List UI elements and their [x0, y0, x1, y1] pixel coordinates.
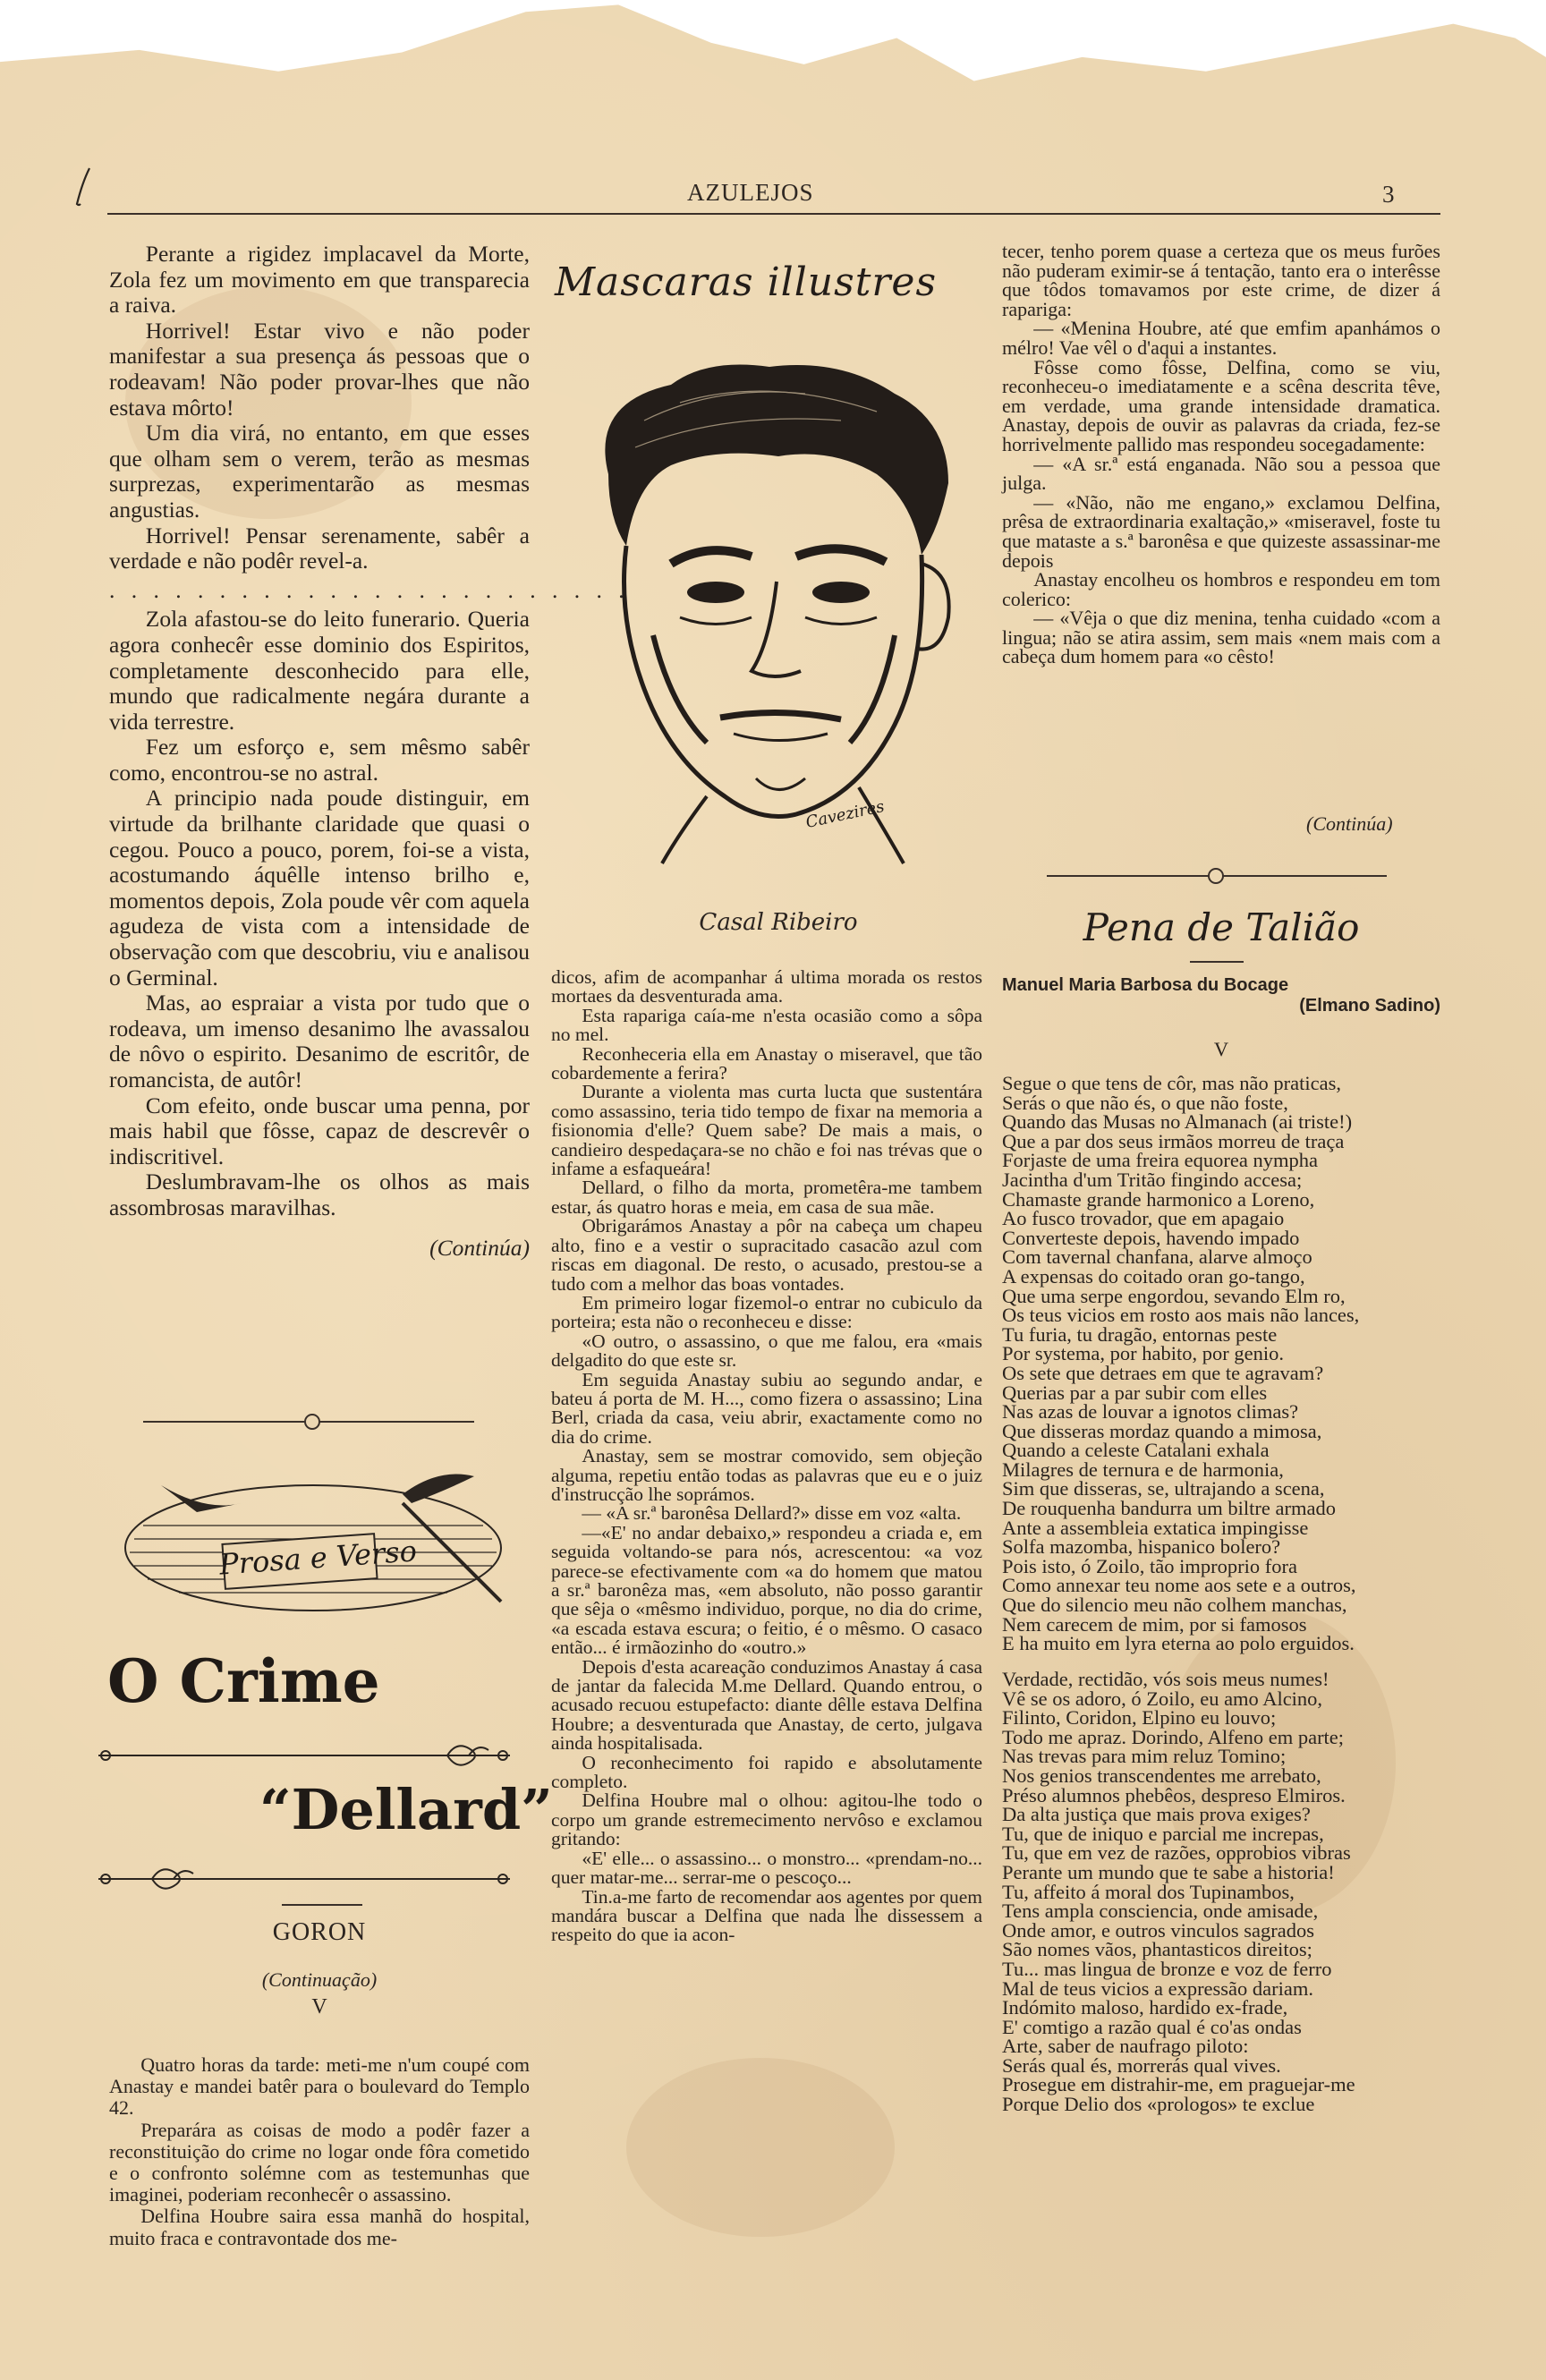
- paragraph: Em primeiro logar fizemol-o entrar no cubiculo da porteira; esta não o reconheceu e disse:: [551, 1291, 982, 1333]
- paragraph: — «Menina Houbre, até que emfim apanhámos o mélro! Vae vêl o d'aqui a instantes.: [1002, 317, 1440, 359]
- poem-line: Os teus vicios em rosto aos mais não lances,: [1002, 1304, 1360, 1327]
- page-number: 3: [1382, 181, 1395, 208]
- paragraph: Quatro horas da tarde: meti-me n'um coupé com Anastay e mandei batêr para o boulevard do Templo 42.: [109, 2053, 530, 2120]
- poem-line: E ha muito em lyra eterna ao polo erguidos.: [1002, 1632, 1355, 1655]
- crime-text-col1: [109, 2054, 530, 2249]
- poem-line: Tens ampla consciencia, onde amisade,: [1002, 1900, 1319, 1923]
- paragraph: —«E' no andar debaixo,» respondeu a criada e, em seguida voltando-se para nós, acrescentou: «a voz parece-se efectivamente com «a do homem que matou a sr.ª baronêza mas, «em absoluto, não posso garantir que sêja o «mêsmo individuo, porque, no dia do crime, «a escada estava escura; o feitio, é o mêsmo. O casaco então... é irmãozinho do «outro.»: [551, 1521, 982, 1659]
- separator-ornament: [304, 1414, 320, 1430]
- crime-text-col3: [1002, 242, 1440, 667]
- paragraph: A principio nada poude distinguir, em virtude da brilhante claridade que quasi o cegou. Pouco a pouco, porem, foi-se a vista, acostumando áquêlle intenso brilho e, momentos depois, Zola poude vêr com aquela agudeza de vista com a intensidade de observação com que descobriu, viu e analisou o Germinal.: [109, 785, 530, 990]
- mascaras-title: Mascaras illustres: [555, 259, 938, 305]
- paragraph: «O outro, o assassino, o que me falou, era «mais delgadito do que este sr.: [551, 1330, 982, 1372]
- poem-line: Segue o que tens de côr, mas não praticas,: [1002, 1072, 1341, 1094]
- pencil-mark-icon: [70, 165, 97, 209]
- author-pseudonym: (Elmano Sadino): [1299, 996, 1440, 1016]
- poem-line: Que a par dos seus irmãos morreu de traça: [1002, 1129, 1345, 1152]
- paragraph: Fez um esforço e, sem mêsmo sabêr como, encontrou-se no astral.: [109, 734, 530, 786]
- poem-line: Chamaste grande harmonico a Loreno,: [1002, 1187, 1315, 1211]
- paragraph: Com efeito, onde buscar uma penna, por mais habil que fôsse, capaz de descrevêr o indiscritivel.: [109, 1092, 530, 1169]
- paragraph: tecer, tenho porem quase a certeza que os meus furões não puderam eximir-se á tentação, tanto era o interêsse que tôdos tomavamos por este crime, de dizer á raparigа:: [1002, 240, 1440, 320]
- poem-line: Com tavernal chanfana, alarve almoço: [1002, 1245, 1312, 1269]
- poem-line: Arte, saber de naufrago piloto:: [1002, 2035, 1249, 2058]
- continua-label: (Continúa): [429, 1234, 530, 1261]
- poem-line: A expensas do coitado oran go-tango,: [1002, 1264, 1305, 1288]
- poem-line: Como annexar teu nome aos sete e a outros,: [1002, 1574, 1356, 1597]
- poem-line: Nas trevas para mim reluz Tomino;: [1002, 1745, 1287, 1768]
- chapter-number: V: [311, 1995, 327, 2019]
- paragraph: Anastay, sem se mostrar comovido, sem objeção alguma, repetiu então todas as palavras que eu e o juiz d'instrucção lhe soprámos.: [551, 1445, 982, 1505]
- paragraph: O reconhecimento foi rapido e absolutamente completo.: [551, 1751, 982, 1793]
- continuacao-label: (Continuação): [261, 1968, 378, 1991]
- poem-line: Os sete que detraes em que te agravam?: [1002, 1361, 1324, 1384]
- poem-line: Ante a assembleia extatica impingisse: [1002, 1516, 1309, 1539]
- poem-line: Préso alumnos phebêos, despreso Elmiros.: [1002, 1783, 1346, 1806]
- poem-line: Prosegue em distrahir-me, em praguejar-me: [1002, 2073, 1355, 2096]
- paragraph: Fôsse como fôsse, Delfina, como se viu, reconheceu-o imediatamente e a scêna descrita têve, em verdade, uma grande intensidade dramatica. Anastay, depois de ouvir as palavras da criada, fez-se horrivelmente pallido mas respondeu socegadamente:: [1002, 355, 1440, 455]
- zola-article: [109, 241, 630, 1261]
- crime-title: O Crime: [107, 1646, 380, 1716]
- poem-line: Nem carecem de mim, por si famosos: [1002, 1612, 1307, 1636]
- paragraph: Um dia virá, no entanto, em que esses que olham sem o verem, terão as mesmas surprezas, experimentarão as mesmas angustias.: [109, 420, 530, 523]
- poem-line: Quando das Musas no Almanach (ai triste!): [1002, 1110, 1353, 1134]
- continua-label: (Continúa): [1306, 812, 1393, 835]
- paragraph: — «A sr.ª está enganada. Não sou a pessoa que julga.: [1002, 452, 1440, 495]
- paragraph: Tin.a-me farto de recomendar aos agentes por quem mandára buscar a Delfina que nada lhe dissessem a respeito do que ia acon-: [551, 1885, 982, 1946]
- paragraph: Preparára as coisas de modo a podêr fazer a reconstituição do crime no logar onde fôra cometido e o confronto solémne com as testemunhas que imaginei, poderiam reconhecêr o assassino.: [109, 2118, 530, 2206]
- poem-line: Todo me apraz. Dorindo, Alfeno em parte;: [1002, 1725, 1345, 1748]
- crime-author: GORON: [272, 1918, 367, 1946]
- poem-line: Milagres de ternura e de harmonia,: [1002, 1458, 1284, 1481]
- poem-line: Da alta justiça que mais prova exiges?: [1002, 1803, 1311, 1826]
- poem-line: Tu, que em vez de razões, opprobios vibras: [1002, 1841, 1351, 1865]
- poem-line: Tu... mas lingua de bronze e voz de ferro: [1002, 1957, 1332, 1980]
- poem-line: Que do silencio meu não colhem manchas,: [1002, 1594, 1347, 1617]
- poem-line: Ao fusco trovador, que em apagaio: [1002, 1207, 1285, 1230]
- poem-line: Vê se os adoro, ó Zoilo, eu amo Alcino,: [1002, 1687, 1323, 1710]
- poem-author: [1002, 975, 1440, 1016]
- poem-line: Que uma serpe engordou, sevando Elm ro,: [1002, 1284, 1346, 1307]
- poem-line: Indómito maloso, hardido ex-frade,: [1002, 1996, 1288, 2019]
- poem-line: Jacintha d'um Tritão fingindo accesa;: [1002, 1168, 1303, 1191]
- poem-line: Filinto, Coridon, Elpino eu louvo;: [1002, 1706, 1277, 1730]
- poem-line: Tu furia, tu dragão, entornas peste: [1002, 1322, 1278, 1346]
- poem-line: São nomes vãos, phantasticos direitos;: [1002, 1938, 1312, 1961]
- paragraph: «E' elle... o assassino... o monstro... «prendam-no... quer matar-me... serrar-me o pescoço...: [551, 1847, 982, 1889]
- paragraph: dicos, afim de acompanhar á ultima morada os restos mortaes da desventurada ama.: [551, 966, 982, 1007]
- poem-line: Onde amor, e outros vinculos sagrados: [1002, 1918, 1315, 1942]
- crime-text-col2: [551, 968, 982, 1945]
- poem-line: Mal de teus vicios a expressão dariam.: [1002, 1976, 1314, 2000]
- paragraph: Horrivel! Estar vivo e não poder manifestar a sua presença ás pessoas que o rodeavam! Não poder provar-lhes que não estava môrto!: [109, 317, 530, 421]
- paragraph: Reconheceria ella em Anastay o miseravel, que tão cobardemente a ferira?: [551, 1042, 982, 1084]
- running-title: AZULEJOS: [687, 179, 814, 206]
- portrait-caricature: [573, 349, 966, 868]
- paragraph: — «Vêja o que diz menina, tenha cuidado «com a lingua; não se atira assim, sem mais «nem mais com a cabeça dum homem para «o cêsto!: [1002, 607, 1440, 668]
- paragraph: Zola afastou-se do leito funerario. Queria agora conhecêr esse dominio dos Espiritos, completamente desconhecido para elle, mundo que radicalmente negára durante a vida terrestre.: [109, 606, 530, 735]
- chapter-number: V: [1213, 1038, 1229, 1060]
- pena-title: Pena de Talião: [1083, 905, 1360, 949]
- short-rule: [1190, 961, 1244, 963]
- paragraph: Durante a violenta mas curta lucta que sustentára como assassino, teria tido tempo de fixar na memoria a fisionomia d'elle? Quem sabe? De mais a mais, o candieiro despedaçara-se no chão e foi nas trévas que o infame a esfaqueára!: [551, 1081, 982, 1180]
- poem-line: Pois isto, ó Zoilo, tão improprio fora: [1002, 1554, 1297, 1577]
- paragraph: Delfina Houbre saira essa manhã do hospital, muito fraca e contravontade dos me-: [109, 2205, 530, 2249]
- paragraph: — «A sr.ª baronêsa Dellard?» disse em voz «alta.: [582, 1502, 962, 1525]
- poem-stanza: [1002, 1074, 1440, 1653]
- poem-line: Porque Delio dos «prologos» te exclue: [1002, 2093, 1315, 2116]
- paragraph: Em seguida Anastay subiu ao segundo andar, e bateu á porta de M. H..., como fizera o assassino; Lina Berl, criada da casa, veiu abrir, exactamente como no dia do crime.: [551, 1368, 982, 1448]
- paragraph: Obrigarámos Anastay a pôr na cabeça um chapeu alto, fino e a vestir o supracitado casacão azul com riscas em diagonal. De resto, o acusado, prestou-se a tudo com a melhor das boas vontades.: [551, 1215, 982, 1295]
- paragraph: Esta rapariga caía-me n'esta ocasião como a sôpa no mel.: [551, 1004, 982, 1046]
- poem-line: Forjaste de uma freira equorea nympha: [1002, 1149, 1318, 1172]
- ornamental-rule: [98, 1861, 510, 1897]
- poem-line: Serás qual és, morrerás qual vives.: [1002, 2053, 1281, 2077]
- paragraph: Horrivel! Pensar serenamente, sabêr a verdade e não podêr revel-a.: [109, 522, 530, 574]
- poem-line: Por systema, por habito, por genio.: [1002, 1342, 1284, 1365]
- portrait-caption: Casal Ribeiro: [699, 909, 858, 936]
- paragraph: Anastay encolheu os hombros e respondeu em tom colerico:: [1002, 568, 1440, 610]
- artist-signature: Cavezires: [803, 796, 887, 833]
- short-rule: [282, 1904, 362, 1906]
- paragraph: Delfina Houbre mal o olhou: agitou-lhe todo o corpo um grande estremecimento nervôso e exclamou gritando:: [551, 1789, 982, 1850]
- poem-line: Querias par a par subir com elles: [1002, 1381, 1268, 1404]
- prosa-e-verso-label: Prosa e Verso: [217, 1534, 419, 1582]
- poem-line: Tu, affeito á moral dos Tupinambos,: [1002, 1880, 1295, 1903]
- poem-line: Verdade, rectidão, vós sois meus numes!: [1002, 1668, 1329, 1690]
- paragraph: Depois d'esta acareação conduzimos Anastay á casa de jantar da falecida M.me Dellard. Quando entrou, o acusado recuou estupefacto: diante dêlle estava Delfina Houbre; a desventurada que Anastay, de certo, julgava ainda hospitalisada.: [551, 1655, 982, 1755]
- poem-line: Sim que disseras, se, ultrajando a scena,: [1002, 1477, 1325, 1500]
- poem-line: Solfa mazomba, hispanico bolero?: [1002, 1535, 1281, 1559]
- header-rule: [107, 213, 1440, 215]
- poem-line: Converteste depois, havendo impado: [1002, 1226, 1300, 1249]
- poem-line: Tu, que de iniquo e parcial me increpas,: [1002, 1822, 1324, 1845]
- paragraph: Perante a rigidez implacavel da Morte, Zola fez um movimento em que transparecia a raiva.: [109, 241, 530, 319]
- ornamental-rule: [98, 1736, 510, 1772]
- poem-line: Perante um mundo que te sabe a historia!: [1002, 1860, 1335, 1883]
- paragraph: Deslumbravam-lhe os olhos as mais assombrosas maravilhas.: [109, 1169, 530, 1220]
- poem-line: Serás o que não és, o que não foste,: [1002, 1091, 1288, 1114]
- poem-line: Nas azas de louvar a ignotos climas?: [1002, 1400, 1299, 1424]
- poem-line: Nos genios transcendentes me arrebato,: [1002, 1764, 1321, 1787]
- author-name: Manuel Maria Barbosa du Bocage: [1002, 975, 1289, 995]
- dellard-title: “Dellard”: [259, 1777, 553, 1842]
- poem-line: Que disseras mordaz quando a mimosa,: [1002, 1419, 1322, 1442]
- dotted-break: . . . . . . . . . . . . . . . . . . . . . . . .: [109, 576, 630, 603]
- poem-line: E' comtigo a razão qual é co'as ondas: [1002, 2015, 1302, 2038]
- paragraph: — «Não, não me engano,» exclamou Delfina, prêsa de extraordinaria exaltação,» «miseravel, foste tu que mataste a s.ª baronêsa e que quizeste assassinar-me depois: [1002, 490, 1440, 572]
- separator-ornament: [1208, 868, 1224, 884]
- prosa-e-verso-vignette: [107, 1449, 519, 1628]
- paragraph: Dellard, o filho da morta, prometêra-me tambem estar, ás quatro horas e meia, em casa de sua mãe.: [551, 1177, 982, 1218]
- poem-stanza: [1002, 1670, 1440, 2114]
- poem-line: Quando a celeste Catalani exhala: [1002, 1439, 1270, 1462]
- poem-line: De rouquenha bandurra um biltre armado: [1002, 1497, 1336, 1520]
- paragraph: Mas, ao espraiar a vista por tudo que o rodeava, um imenso desanimo lhe avassalou de nôvo o espirito. Desanimo de escritôr, de romancista, de autôr!: [109, 990, 530, 1092]
- paper-stain: [626, 2058, 895, 2237]
